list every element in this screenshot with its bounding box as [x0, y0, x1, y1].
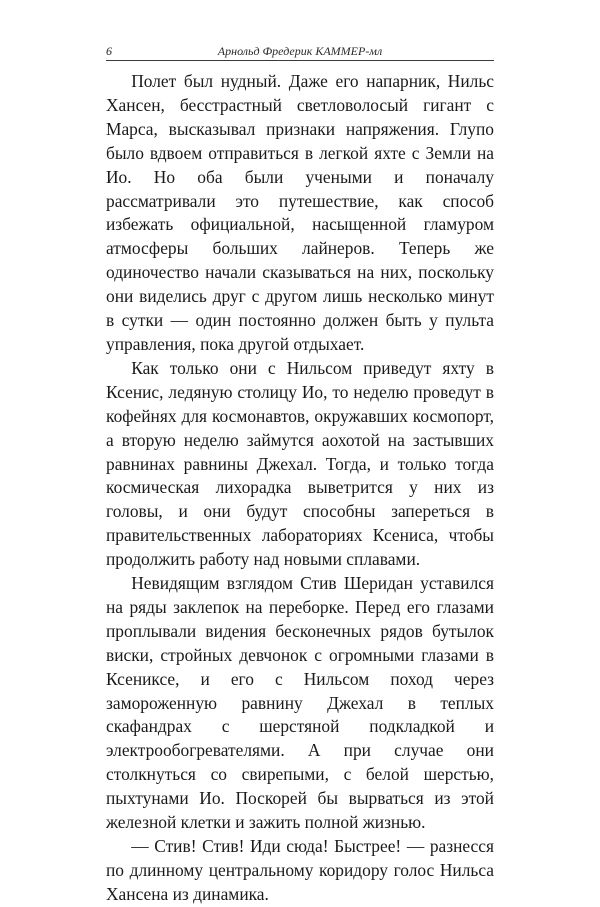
header-rule	[106, 60, 494, 61]
running-title: Арнольд Фредерик КАММЕР-мл	[217, 44, 383, 58]
paragraph: Невидящим взглядом Стив Шеридан уставился на ряды заклепок на переборке. Перед его глазами проплывали видения бесконечных рядов бутылок виски, стройных девчонок с огромными глазами в Ксениксе, и его с Нильсом поход через замороженную равнину Джехал в теплых скафандрах с шерстяной подкладкой и электрообогревателями. А при случае они столкнуться со свирепыми, с белой шерстью, пыхтунами Ио. Поскорей бы вырваться из этой железной клетки и зажить полной жизнью.	[106, 573, 494, 833]
paragraph: Полет был нудный. Даже его напарник, Нильс Хансен, бесстрастный светловолосый гигант с Марса, высказывал признаки напряжения. Глупо было вдвоем отправиться в легкой яхте с Земли на Ио. Но оба были учеными и поначалу рассматривали это путешествие, как способ избежать официальной, насыщенной гламуром атмосферы больших лайнеров. Теперь же одиночество начали сказываться на них, поскольку они виделись друг с другом лишь несколько минут в сутки — один постоянно должен быть у пульта управления, пока другой отдыхает.	[106, 71, 494, 354]
paragraph: Как только они с Нильсом приведут яхту в Ксенис, ледяную столицу Ио, то неделю проведут в кофейнях для космонавтов, окружавших космопорт, а вторую неделю займутся аохотой на застывших равнинах равнины Джехал. Тогда, и только тогда космическая лихорадка выветрится у них из головы, и они будут способны запереться в правительственных лабораториях Ксениса, чтобы продолжить работу над новыми сплавами.	[106, 357, 494, 570]
body-text	[106, 70, 494, 907]
paragraph: — Стив! Стив! Иди сюда! Быстрее! — разнесся по длинному центральному коридору голос Нильса Хансена из динамика.	[106, 836, 494, 904]
page-number: 6	[106, 44, 112, 58]
